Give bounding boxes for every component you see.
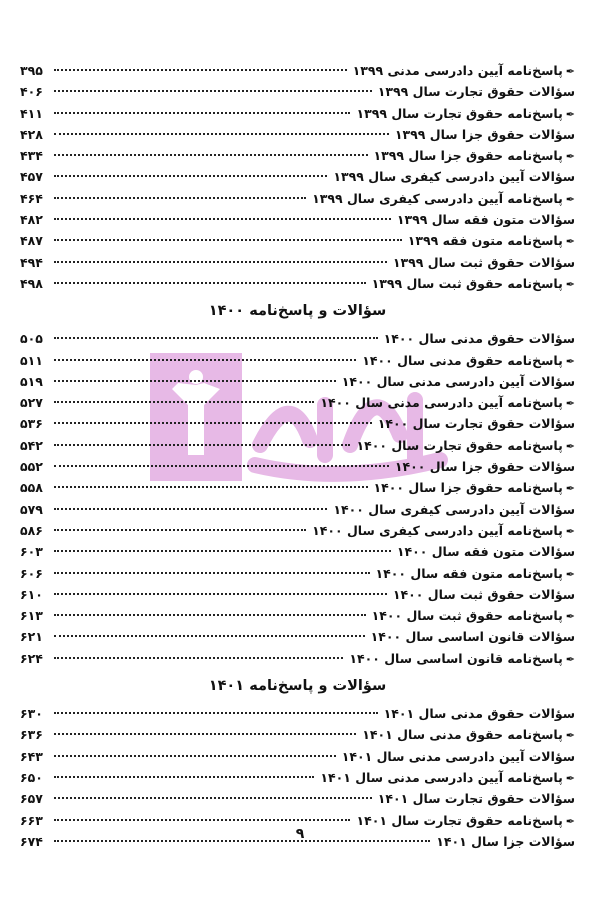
toc-entry-page: ۶۷۴ [20, 833, 43, 849]
dot-leader [54, 197, 306, 199]
toc-entry[interactable] [20, 371, 575, 392]
dot-leader [54, 465, 389, 467]
toc-entry[interactable] [20, 392, 575, 413]
toc-entry-title: سؤالات آیین دادرسی مدنی سال ۱۴۰۱ [341, 748, 575, 764]
dot-leader [54, 218, 391, 220]
dot-leader [54, 712, 378, 714]
toc-entry-title: سؤالات متون فقه سال ۱۴۰۰ [396, 544, 575, 560]
toc-entry[interactable] [20, 584, 575, 605]
pen-check-icon: ✒ [565, 729, 575, 743]
dot-leader [54, 593, 387, 595]
toc-entry-page: ۵۴۲ [20, 437, 43, 453]
pen-check-icon: ✒ [565, 354, 575, 368]
dot-leader [54, 401, 314, 403]
toc-entry[interactable] [20, 81, 575, 102]
toc-entry[interactable] [20, 124, 575, 145]
toc-entry-title: سؤالات متون فقه سال ۱۳۹۹ [396, 212, 575, 228]
toc-entry-title: سؤالات حقوق مدنی سال ۱۴۰۱ [383, 706, 575, 722]
toc-entry-page: ۵۰۵ [20, 331, 43, 347]
toc-entry-title: پاسخ‌نامه آیین دادرسی مدنی ۱۳۹۹ [352, 63, 563, 78]
toc-entry-title: پاسخ‌نامه حقوق ثبت سال ۱۴۰۰ [371, 608, 563, 624]
toc-entry-title: سؤالات قانون اساسی سال ۱۴۰۰ [370, 629, 575, 645]
toc-entry[interactable] [20, 626, 575, 647]
toc-entry-page: ۶۴۳ [20, 748, 43, 764]
toc-entry-page: ۶۳۶ [20, 727, 43, 743]
dot-leader [54, 380, 336, 382]
toc-entry-title: پاسخ‌نامه قانون اساسی سال ۱۴۰۰ [349, 650, 563, 666]
toc-entry-page: ۶۵۷ [20, 791, 43, 807]
toc-entry[interactable] [20, 435, 575, 456]
toc-entry-page: ۶۶۳ [20, 812, 43, 828]
toc-entry-page: ۵۳۶ [20, 416, 43, 432]
section-heading: سؤالات و پاسخ‌نامه ۱۴۰۰ [208, 303, 387, 320]
toc-entry-page: ۴۸۲ [20, 212, 43, 228]
toc-entry-page: ۶۵۰ [20, 769, 43, 785]
toc-entry[interactable] [20, 230, 575, 251]
dot-leader [54, 112, 350, 114]
toc-entry[interactable] [20, 188, 575, 209]
toc-entry-title: پاسخ‌نامه حقوق مدنی سال ۱۴۰۱ [362, 727, 563, 743]
toc-entry[interactable] [20, 520, 575, 541]
toc-entry[interactable] [20, 328, 575, 349]
dot-leader [54, 261, 387, 263]
pen-check-icon: ✒ [565, 567, 575, 581]
dot-leader [54, 776, 314, 778]
toc-entry-page: ۴۲۸ [20, 126, 43, 142]
toc-entry[interactable] [20, 209, 575, 230]
toc-entry-page: ۴۸۷ [20, 233, 43, 249]
dot-leader [54, 154, 368, 156]
toc-entry-title: پاسخ‌نامه حقوق جزا سال ۱۳۹۹ [373, 148, 563, 164]
toc-entry-title: سؤالات حقوق تجارت سال ۱۴۰۰ [377, 416, 575, 432]
toc-entry-page: ۶۲۴ [20, 650, 43, 666]
toc-entry-page: ۶۱۳ [20, 608, 43, 624]
toc-entry-title: پاسخ‌نامه حقوق تجارت سال ۱۴۰۰ [356, 437, 563, 453]
toc-entry[interactable] [20, 648, 575, 669]
toc-entry[interactable] [20, 252, 575, 273]
section-heading: سؤالات و پاسخ‌نامه ۱۴۰۱ [208, 678, 387, 695]
toc-entry-title: پاسخ‌نامه آیین دادرسی کیفری سال ۱۳۹۹ [312, 190, 563, 206]
dot-leader [54, 444, 350, 446]
toc-entry[interactable] [20, 746, 575, 767]
toc-entry-page: ۵۸۶ [20, 522, 43, 538]
toc-entry-page: ۴۹۴ [20, 254, 43, 270]
dot-leader [54, 359, 356, 361]
toc-entry-title: پاسخ‌نامه حقوق تجارت سال ۱۳۹۹ [356, 105, 563, 121]
toc-entry[interactable] [20, 413, 575, 434]
page-number: ۹ [295, 826, 305, 842]
toc-entry-page: ۵۵۸ [20, 480, 43, 496]
toc-entry-page: ۵۲۷ [20, 395, 43, 411]
toc-entry-title: سؤالات حقوق تجارت سال ۱۳۹۹ [377, 84, 575, 100]
toc-entry[interactable] [20, 499, 575, 520]
pen-check-icon: ✒ [565, 482, 575, 496]
toc-entry[interactable] [20, 103, 575, 124]
toc-entry-title: سؤالات حقوق ثبت سال ۱۳۹۹ [392, 254, 575, 270]
toc-entry-page: ۴۱۱ [20, 105, 43, 121]
toc-entry-page: ۶۰۳ [20, 544, 43, 560]
pen-check-icon: ✒ [565, 277, 575, 291]
toc-entry[interactable] [20, 456, 575, 477]
toc-entry-title: پاسخ‌نامه آیین دادرسی مدنی سال ۱۴۰۰ [320, 395, 563, 411]
pen-check-icon: ✒ [565, 652, 575, 666]
toc-entry[interactable] [20, 60, 575, 81]
toc-entry-title: پاسخ‌نامه حقوق تجارت سال ۱۴۰۱ [356, 812, 563, 828]
toc-entry[interactable] [20, 703, 575, 724]
dot-leader [54, 657, 343, 659]
pen-check-icon: ✒ [565, 397, 575, 411]
pen-check-icon: ✒ [565, 107, 575, 121]
toc-entry-page: ۴۰۶ [20, 84, 43, 100]
dot-leader [54, 337, 378, 339]
dot-leader [54, 133, 389, 135]
dot-leader [54, 572, 370, 574]
toc-entry-title: سؤالات آیین دادرسی کیفری سال ۱۴۰۰ [333, 501, 575, 517]
dot-leader [54, 69, 347, 71]
pen-check-icon: ✒ [565, 65, 575, 78]
dot-leader [54, 486, 368, 488]
toc-entry-page: ۶۱۰ [20, 586, 43, 602]
toc-entry[interactable] [20, 145, 575, 166]
toc-entry-page: ۶۲۱ [20, 629, 43, 645]
toc-entry-title: پاسخ‌نامه آیین دادرسی کیفری سال ۱۴۰۰ [312, 522, 563, 538]
toc-entry-page: ۴۹۸ [20, 275, 43, 291]
toc-entry[interactable] [20, 350, 575, 371]
toc-entry-page: ۴۶۴ [20, 190, 43, 206]
toc-entry-title: سؤالات حقوق ثبت سال ۱۴۰۰ [392, 586, 575, 602]
toc-entry[interactable] [20, 166, 575, 187]
toc-entry[interactable] [20, 273, 575, 294]
dot-leader [54, 282, 366, 284]
toc-entry-title: سؤالات جزا سال ۱۴۰۱ [436, 833, 575, 849]
toc-entry-page: ۴۵۷ [20, 169, 43, 185]
dot-leader [54, 635, 365, 637]
toc-entry-page: ۵۱۱ [20, 352, 43, 368]
toc-entry-title: سؤالات حقوق مدنی سال ۱۴۰۰ [383, 331, 575, 347]
toc-entry-title: سؤالات آیین دادرسی کیفری سال ۱۳۹۹ [333, 169, 575, 185]
pen-check-icon: ✒ [565, 150, 575, 164]
dot-leader [54, 175, 327, 177]
toc-entry-title: سؤالات حقوق جزا سال ۱۳۹۹ [394, 126, 575, 142]
dot-leader [54, 614, 366, 616]
table-of-contents [20, 60, 575, 852]
toc-entry-page: ۵۷۹ [20, 501, 43, 517]
toc-entry-page: ۵۱۹ [20, 373, 43, 389]
pen-check-icon: ✒ [565, 771, 575, 785]
toc-entry[interactable] [20, 477, 575, 498]
toc-entry-title: پاسخ‌نامه متون فقه سال ۱۴۰۰ [375, 565, 563, 581]
pen-check-icon: ✒ [565, 610, 575, 624]
toc-entry[interactable] [20, 563, 575, 584]
dot-leader [54, 239, 402, 241]
toc-entry-title: سؤالات حقوق تجارت سال ۱۴۰۱ [377, 791, 575, 807]
toc-entry[interactable] [20, 767, 575, 788]
toc-entry-page: ۳۹۵ [20, 63, 43, 78]
toc-entry-title: پاسخ‌نامه حقوق مدنی سال ۱۴۰۰ [362, 352, 563, 368]
toc-entry[interactable] [20, 788, 575, 809]
dot-leader [54, 819, 350, 821]
toc-entry[interactable] [20, 541, 575, 562]
toc-entry-page: ۵۵۲ [20, 459, 43, 475]
dot-leader [54, 90, 372, 92]
toc-entry-page: ۴۳۴ [20, 148, 43, 164]
dot-leader [54, 733, 356, 735]
toc-entry-title: سؤالات حقوق جزا سال ۱۴۰۰ [394, 459, 575, 475]
toc-entry-title: پاسخ‌نامه حقوق ثبت سال ۱۳۹۹ [371, 275, 563, 291]
pen-check-icon: ✒ [565, 814, 575, 828]
dot-leader [54, 797, 372, 799]
toc-entry[interactable] [20, 605, 575, 626]
toc-entry-title: پاسخ‌نامه متون فقه ۱۳۹۹ [407, 233, 563, 249]
pen-check-icon: ✒ [565, 439, 575, 453]
toc-entry-page: ۶۰۶ [20, 565, 43, 581]
toc-entry-title: پاسخ‌نامه آیین دادرسی مدنی سال ۱۴۰۱ [320, 769, 563, 785]
dot-leader [54, 422, 372, 424]
toc-entry-title: سؤالات آیین دادرسی مدنی سال ۱۴۰۰ [341, 373, 575, 389]
dot-leader [54, 529, 306, 531]
pen-check-icon: ✒ [565, 235, 575, 249]
pen-check-icon: ✒ [565, 524, 575, 538]
toc-entry[interactable] [20, 724, 575, 745]
toc-entry-page: ۶۳۰ [20, 706, 43, 722]
toc-entry-title: پاسخ‌نامه حقوق جزا سال ۱۴۰۰ [373, 480, 563, 496]
pen-check-icon: ✒ [565, 192, 575, 206]
dot-leader [54, 755, 336, 757]
dot-leader [54, 550, 391, 552]
dot-leader [54, 508, 327, 510]
